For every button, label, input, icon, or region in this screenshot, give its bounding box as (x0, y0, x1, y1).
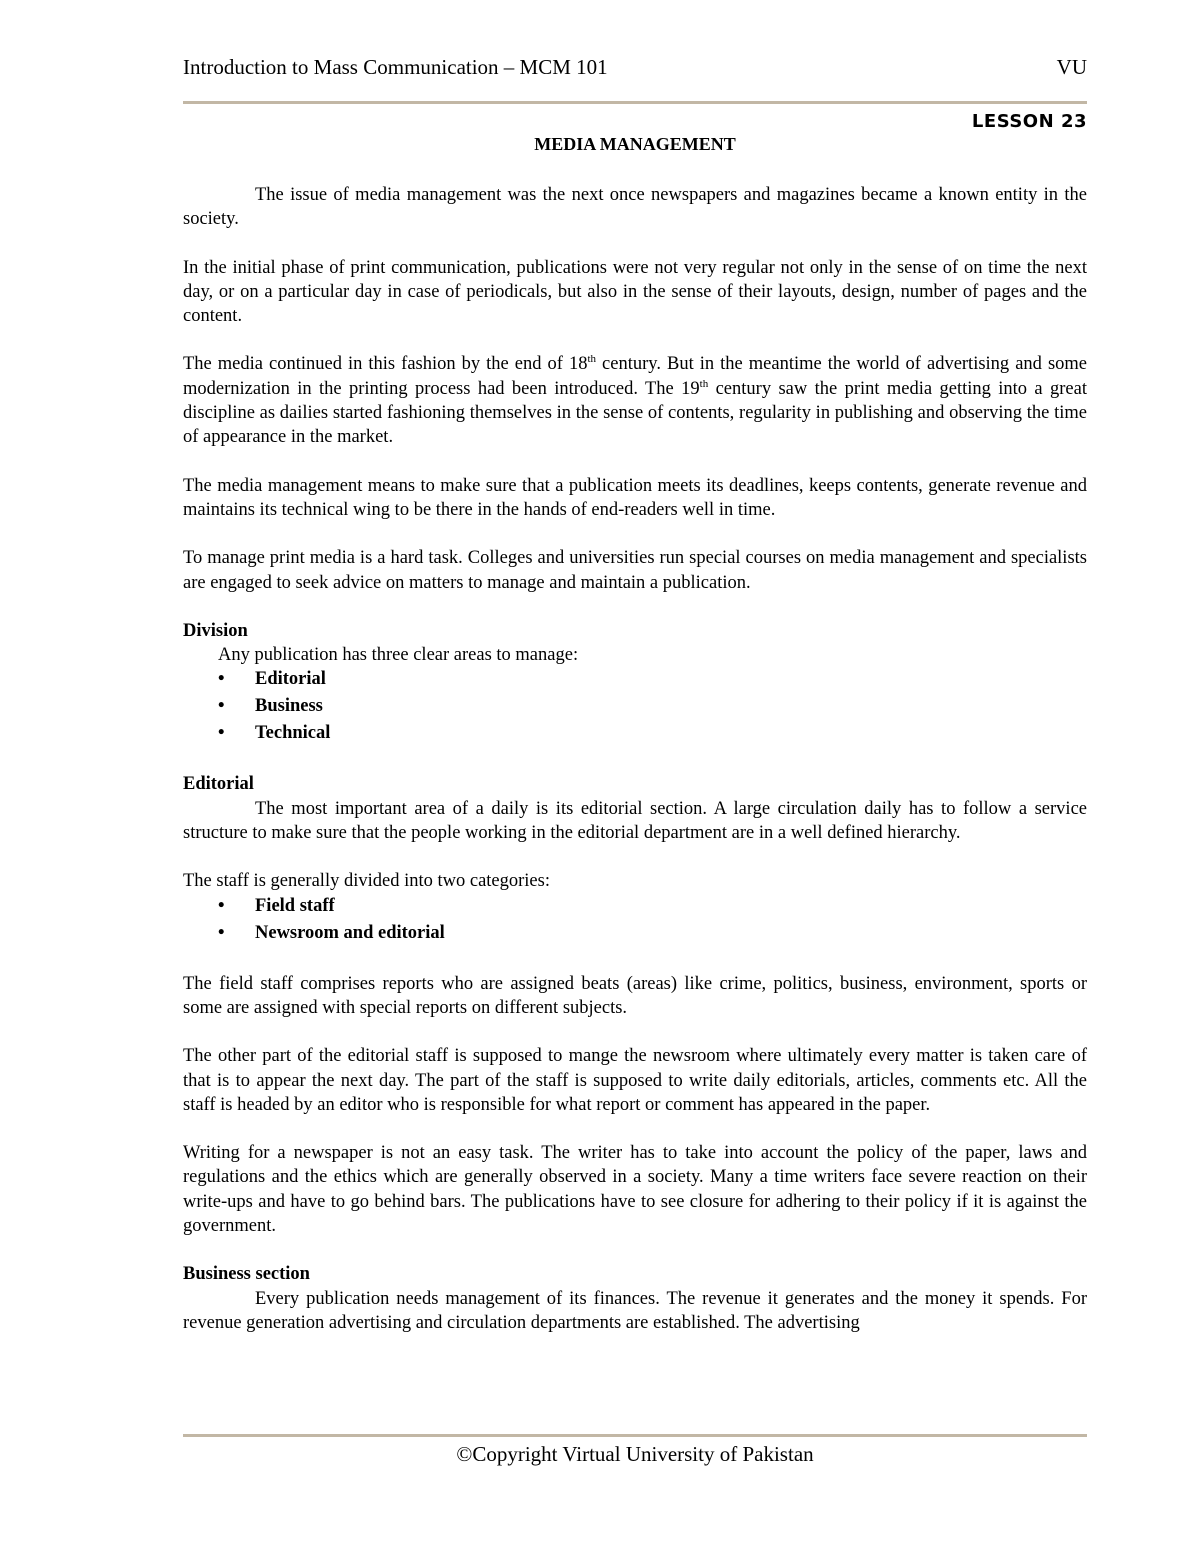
lesson-number: LESSON 23 (971, 111, 1087, 132)
section-heading-division: Division (183, 620, 248, 641)
paragraph: The issue of media management was the next once newspapers and magazines became a known entity in the society. (183, 185, 1087, 230)
page-footer: ©Copyright Virtual University of Pakistan (456, 1442, 814, 1466)
staff-list (183, 894, 1087, 948)
division-list (183, 667, 1087, 748)
paragraph: The media management means to make sure that a publication meets its deadlines, keeps contents, generate revenue and maintains its technical wing to be there in the hands of end-readers well in time. (183, 475, 1087, 520)
list-item: • Editorial (183, 667, 1087, 694)
bullet-icon: • (218, 696, 225, 717)
bullet-icon: • (218, 723, 225, 744)
bullet-icon: • (218, 922, 225, 943)
bullet-icon: • (218, 669, 225, 690)
paragraph: The most important area of a daily is its editorial section. A large circulation daily has to follow a service structure to make sure that the people working in the editorial department are in a well defined hierarchy. (183, 798, 1087, 844)
paragraph: The media continued in this fashion by the end of 18th century. But in the meantime the world of advertising and some modernization in the printing process had been introduced. The 19th century saw the print media getting into a great discipline as dailies started fashioning themselves in the sense of contents, regularity in publishing and observing the time of appearance in the market. (183, 353, 1087, 448)
list-item: • Newsroom and editorial (183, 921, 1087, 948)
section-heading-business: Business section (183, 1264, 310, 1285)
division-intro: Any publication has three clear areas to manage: (218, 645, 579, 666)
paragraph: Writing for a newspaper is not an easy task. The writer has to take into account the policy of the paper, laws and regulations and the ethics which are generally observed in a society. Many a time writers face severe reaction on their write-ups and have to go behind bars. The publications have to see closure for adhering to their policy if it is against the government. (183, 1143, 1087, 1237)
paragraph: Every publication needs management of its finances. The revenue it generates and the money it spends. For revenue generation advertising and circulation departments are established. The advertising (183, 1288, 1087, 1333)
paragraph: The field staff comprises reports who are assigned beats (areas) like crime, politics, business, environment, sports or some are assigned with special reports on different subjects. (183, 973, 1087, 1018)
header-divider (183, 101, 1087, 104)
paragraph: In the initial phase of print communication, publications were not very regular not only in the sense of on time the next day, or on a particular day in case of periodicals, but also in the sense of their layouts, design, number of pages and the content. (183, 257, 1087, 327)
paragraph: The other part of the editorial staff is supposed to mange the newsroom where ultimately every matter is taken care of that is to appear the next day. The part of the staff is supposed to write daily editorials, articles, comments etc. All the staff is headed by an editor who is responsible for what report or comment has appeared in the paper. (183, 1046, 1087, 1115)
document-page (183, 0, 1087, 1553)
institution-abbr: VU (1056, 55, 1087, 79)
course-title: Introduction to Mass Communication – MCM 101 (183, 55, 608, 79)
page-header (183, 55, 1087, 85)
list-item: • Technical (183, 721, 1087, 748)
page-title: MEDIA MANAGEMENT (534, 134, 736, 154)
paragraph: To manage print media is a hard task. Colleges and universities run special courses on media management and specialists are engaged to seek advice on matters to manage and maintain a publication. (183, 548, 1087, 593)
paragraph: The staff is generally divided into two categories: (183, 871, 550, 892)
document-body (183, 183, 1087, 1335)
section-heading-editorial: Editorial (183, 774, 254, 795)
list-item: • Business (183, 694, 1087, 721)
bullet-icon: • (218, 895, 225, 916)
footer-divider (183, 1434, 1087, 1437)
list-item: • Field staff (183, 894, 1087, 921)
